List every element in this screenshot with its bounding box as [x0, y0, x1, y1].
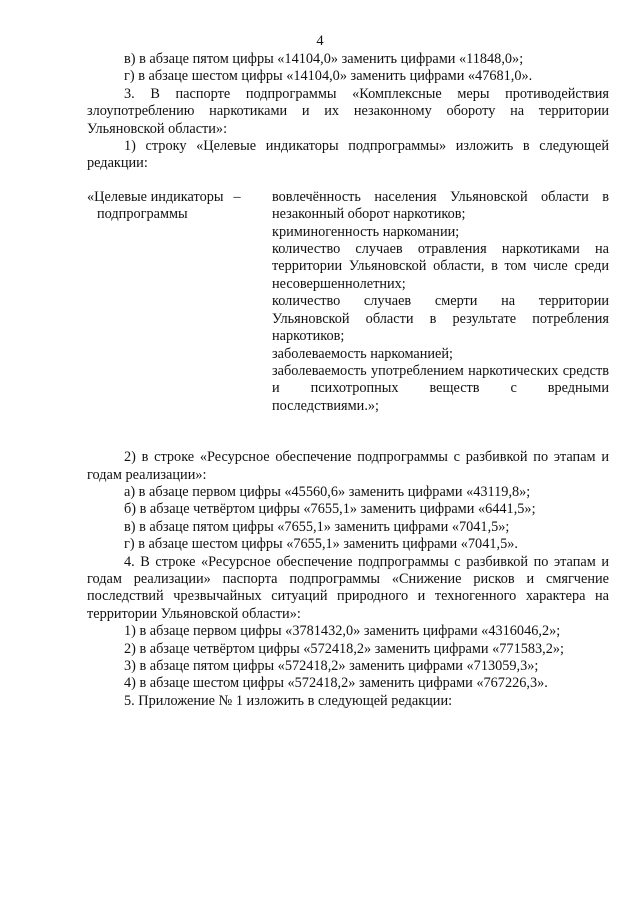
paragraph: 1) в абзаце первом цифры «3781432,0» заменить цифрами «4316046,2»;: [124, 623, 561, 640]
paragraph: 4) в абзаце шестом цифры «572418,2» заменить цифрами «767226,3».: [124, 675, 548, 692]
table-label-line2: подпрограммы: [97, 206, 188, 223]
table-label-line1: «Целевые индикаторы: [87, 188, 224, 205]
table-value-cell: [272, 189, 609, 415]
indicator-item: криминогенность наркомании;: [272, 223, 460, 240]
indicator-item: заболеваемость наркоманией;: [272, 345, 454, 362]
indicator-item: заболеваемость употреблением наркотических средств и психотропных веществ с вредными последствиями.»;: [272, 362, 609, 414]
document-body: [87, 51, 609, 710]
indicator-item: количество случаев отравления наркотиками на территории Ульяновской области, в том числе среди несовершеннолетних;: [272, 241, 609, 292]
indicator-item: вовлечённость населения Ульяновской области в незаконный оборот наркотиков;: [272, 188, 609, 223]
paragraph: 5. Приложение № 1 изложить в следующей редакции:: [124, 692, 453, 709]
paragraph: 2) в абзаце четвёртом цифры «572418,2» заменить цифрами «771583,2»;: [124, 640, 565, 657]
paragraph: г) в абзаце шестом цифры «7655,1» заменить цифрами «7041,5».: [124, 536, 518, 553]
table-label-cell: [87, 189, 272, 415]
paragraph: в) в абзаце пятом цифры «7655,1» заменить цифрами «7041,5»;: [124, 518, 510, 535]
paragraph: в) в абзаце пятом цифры «14104,0» заменить цифрами «11848,0»;: [124, 51, 524, 67]
paragraph: г) в абзаце шестом цифры «14104,0» заменить цифрами «47681,0».: [124, 68, 533, 85]
indicators-table: [87, 189, 609, 415]
table-dash: –: [233, 188, 241, 205]
paragraph: а) в абзаце первом цифры «45560,6» заменить цифрами «43119,8»;: [124, 483, 531, 500]
vertical-spacer: [87, 415, 609, 449]
paragraph: 3) в абзаце пятом цифры «572418,2» заменить цифрами «713059,3»;: [124, 658, 539, 674]
paragraph: 2) в строке «Ресурсное обеспечение подпрограммы с разбивкой по этапам и годам реализации»:: [87, 449, 609, 483]
paragraph: 1) строку «Целевые индикаторы подпрограммы» изложить в следующей редакции:: [87, 138, 609, 172]
indicator-item: количество случаев смерти на территории Ульяновской области в результате потребления наркотиков;: [272, 293, 609, 345]
paragraph: 4. В строке «Ресурсное обеспечение подпрограммы с разбивкой по этапам и годам реализации» паспорта подпрограммы «Снижение рисков и смягчение последствий чрезвычайных ситуаций природного и техногенного характера на территории Ульяновской области»:: [87, 553, 609, 622]
paragraph: б) в абзаце четвёртом цифры «7655,1» заменить цифрами «6441,5»;: [124, 501, 536, 518]
page-number: 4: [316, 33, 324, 49]
paragraph: 3. В паспорте подпрограммы «Комплексные меры противодействия злоупотреблению наркотиками и их незаконному обороту на территории Ульяновской области»:: [87, 85, 609, 137]
